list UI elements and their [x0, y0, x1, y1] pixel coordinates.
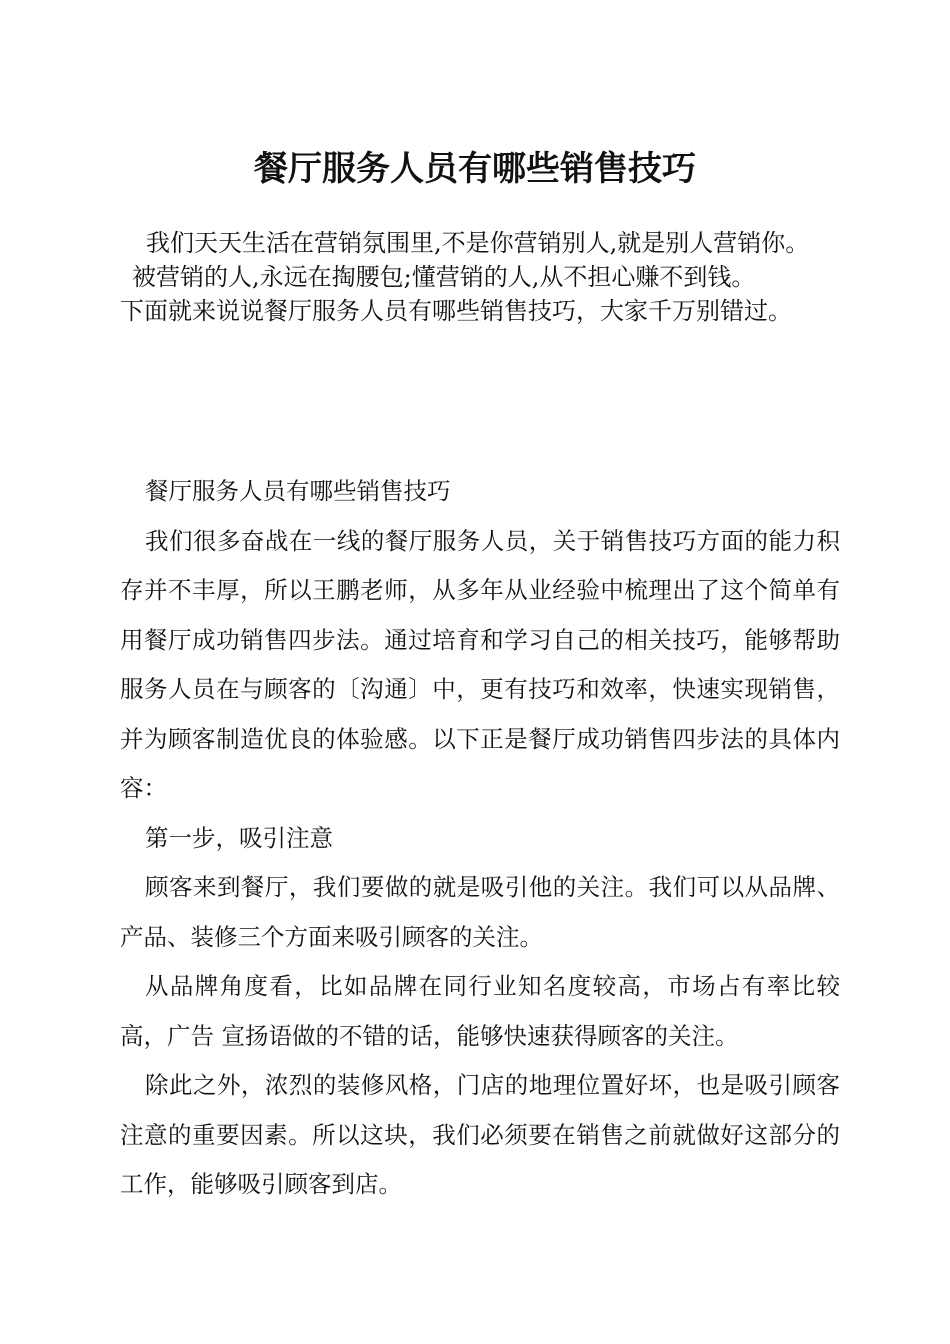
intro-line-1: 我们天天生活在营销氛围里,不是你营销别人,就是别人营销你。: [146, 229, 810, 257]
document-title: 餐厅服务人员有哪些销售技巧: [254, 149, 696, 189]
intro-line-2: 被营销的人,永远在掏腰包;懂营销的人,从不担心赚不到钱。: [132, 263, 756, 291]
step-1-heading: 第一步，吸引注意: [145, 823, 333, 852]
paragraph-decoration-location: 除此之外，浓烈的装修风格，门店的地理位置好坏，也是吸引顾客注意的重要因素。所以这块，我们必须要在销售之前就做好这部分的工作，能够吸引顾客到店。: [120, 1071, 840, 1198]
article-body: [120, 467, 840, 1210]
paragraph-attract-attention: 顾客来到餐厅，我们要做的就是吸引他的关注。我们可以从品牌、产品、装修三个方面来吸引顾客的关注。: [120, 873, 840, 951]
paragraph-brand-perspective: 从品牌角度看，比如品牌在同行业知名度较高，市场占有率比较高，广告 宣扬语做的不错的话，能够快速获得顾客的关注。: [120, 972, 840, 1050]
paragraph-intro-method: 我们很多奋战在一线的餐厅服务人员，关于销售技巧方面的能力积存并不丰厚，所以王鹏老师，从多年从业经验中梳理出了这个简单有用餐厅成功销售四步法。通过培育和学习自己的相关技巧，能够帮助服务人员在与顾客的〔沟通〕中，更有技巧和效率，快速实现销售，并为顾客制造优良的体验感。以下正是餐厅成功销售四步法的具体内容：: [120, 526, 840, 802]
intro-line-3: 下面就来说说餐厅服务人员有哪些销售技巧，大家千万别错过。: [120, 297, 792, 325]
section-subtitle: 餐厅服务人员有哪些销售技巧: [145, 477, 451, 505]
intro-paragraph: [120, 226, 855, 328]
